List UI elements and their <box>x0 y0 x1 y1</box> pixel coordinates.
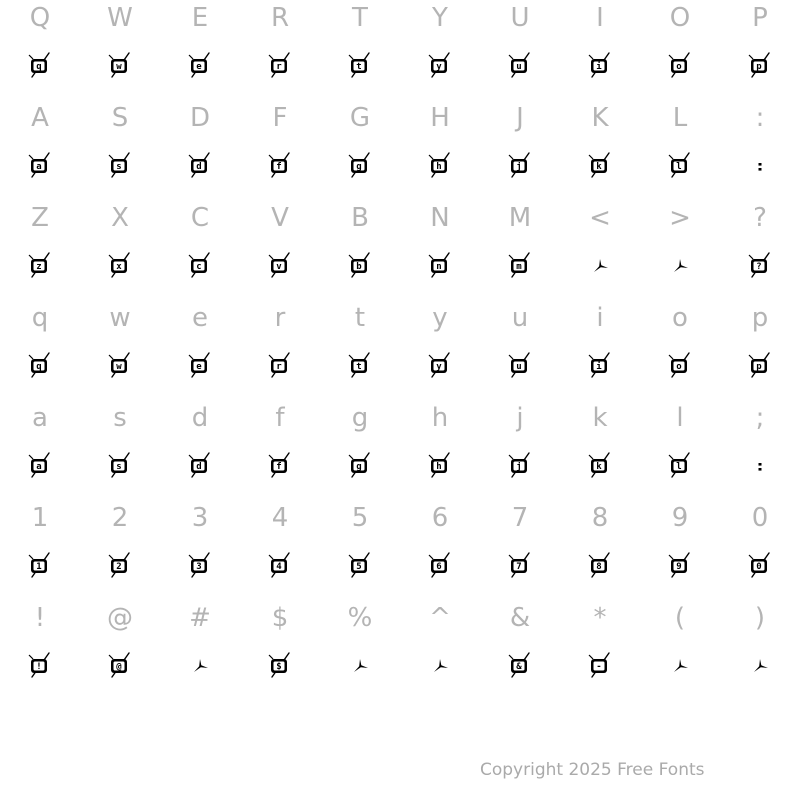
character-label: % <box>347 603 373 633</box>
glyph-preview <box>20 344 60 384</box>
character-label: y <box>432 303 448 333</box>
svg-text:d: d <box>196 462 202 473</box>
glyph-row <box>0 0 800 100</box>
character-label: e <box>192 303 208 333</box>
svg-text:q: q <box>36 62 42 73</box>
glyph-preview <box>100 344 140 384</box>
svg-text:s: s <box>116 162 122 173</box>
svg-text:v: v <box>276 262 282 273</box>
character-label: T <box>352 3 368 33</box>
character-label: U <box>510 3 530 33</box>
character-label: j <box>516 403 524 433</box>
glyph-preview <box>660 244 700 284</box>
glyph-preview <box>340 244 380 284</box>
character-label: ( <box>674 603 686 633</box>
glyph-preview <box>20 44 60 84</box>
svg-text:u: u <box>516 62 522 73</box>
character-label: ! <box>34 603 46 633</box>
character-label: d <box>191 403 209 433</box>
glyph-preview <box>20 444 60 484</box>
glyph-preview <box>180 644 220 684</box>
glyph-preview <box>100 644 140 684</box>
character-label: > <box>669 203 691 233</box>
svg-text:!: ! <box>36 662 42 673</box>
svg-text:4: 4 <box>276 562 282 573</box>
glyph-preview <box>660 644 700 684</box>
svg-text:f: f <box>276 162 282 173</box>
svg-text:y: y <box>436 62 442 73</box>
glyph-preview <box>180 244 220 284</box>
glyph-preview <box>500 544 540 584</box>
glyph-row <box>0 500 800 600</box>
glyph-preview <box>580 444 620 484</box>
glyph-preview <box>580 344 620 384</box>
svg-text:-: - <box>596 662 602 673</box>
svg-text:t: t <box>356 62 362 73</box>
glyph-preview <box>500 244 540 284</box>
svg-text:6: 6 <box>436 562 442 573</box>
character-label: & <box>509 603 531 633</box>
glyph-preview <box>420 244 460 284</box>
glyph-preview <box>660 544 700 584</box>
svg-text:7: 7 <box>516 562 522 573</box>
svg-text:n: n <box>436 262 442 273</box>
svg-text:1: 1 <box>36 562 42 573</box>
character-label: 7 <box>511 503 529 533</box>
character-label: S <box>111 103 129 133</box>
svg-text:y: y <box>436 362 442 373</box>
glyph-preview <box>260 244 300 284</box>
glyph-preview <box>580 44 620 84</box>
glyph-preview <box>660 144 700 184</box>
svg-text:o: o <box>676 62 682 73</box>
character-label: 8 <box>591 503 609 533</box>
glyph-preview <box>20 644 60 684</box>
glyph-preview <box>260 444 300 484</box>
character-label: a <box>32 403 48 433</box>
glyph-preview <box>500 344 540 384</box>
character-label: p <box>751 303 769 333</box>
glyph-preview <box>660 444 700 484</box>
glyph-preview <box>500 444 540 484</box>
glyph-preview <box>420 644 460 684</box>
character-label: 6 <box>431 503 449 533</box>
glyph-preview <box>580 244 620 284</box>
glyph-row <box>0 400 800 500</box>
character-label: B <box>351 203 369 233</box>
glyph-preview <box>420 444 460 484</box>
character-label: r <box>274 303 286 333</box>
character-label: Y <box>432 3 448 33</box>
svg-text:m: m <box>516 262 522 273</box>
svg-text:j: j <box>516 462 522 473</box>
character-label: P <box>752 3 768 33</box>
svg-text:s: s <box>116 462 122 473</box>
glyph-preview <box>260 644 300 684</box>
character-label: : <box>755 103 765 133</box>
character-label: 0 <box>751 503 769 533</box>
svg-text:p: p <box>756 362 762 373</box>
svg-text:q: q <box>36 362 42 373</box>
svg-text:b: b <box>356 262 362 273</box>
glyph-preview <box>20 244 60 284</box>
character-label: ? <box>753 203 767 233</box>
svg-text:h: h <box>436 462 442 473</box>
svg-text:e: e <box>196 62 202 73</box>
character-label: Q <box>29 3 51 33</box>
character-label: J <box>516 103 524 133</box>
glyph-preview <box>100 244 140 284</box>
glyph-preview <box>420 144 460 184</box>
svg-text:w: w <box>116 362 122 373</box>
glyph-row <box>0 100 800 200</box>
character-label: u <box>511 303 529 333</box>
glyph-preview <box>340 644 380 684</box>
character-label: l <box>676 403 684 433</box>
glyph-preview <box>180 344 220 384</box>
svg-text:e: e <box>196 362 202 373</box>
svg-text:j: j <box>516 162 522 173</box>
character-label: s <box>113 403 127 433</box>
character-label: ) <box>754 603 766 633</box>
character-label: I <box>596 3 604 33</box>
character-label: C <box>190 203 210 233</box>
glyph-preview <box>20 544 60 584</box>
svg-text:r: r <box>276 362 282 373</box>
svg-text:g: g <box>356 162 362 173</box>
svg-text:i: i <box>596 62 602 73</box>
svg-text:o: o <box>676 362 682 373</box>
character-label: X <box>111 203 129 233</box>
glyph-preview <box>740 44 780 84</box>
glyph-preview <box>340 44 380 84</box>
character-label: f <box>275 403 285 433</box>
character-label: < <box>589 203 611 233</box>
glyph-preview <box>260 544 300 584</box>
glyph-preview <box>100 44 140 84</box>
character-label: M <box>508 203 532 233</box>
svg-text:g: g <box>356 462 362 473</box>
character-label: O <box>669 3 691 33</box>
glyph-preview <box>340 344 380 384</box>
character-label: E <box>191 3 209 33</box>
svg-text:w: w <box>116 62 122 73</box>
svg-text:k: k <box>596 462 602 473</box>
character-label: W <box>107 3 133 33</box>
svg-text:c: c <box>196 262 202 273</box>
character-label: t <box>354 303 366 333</box>
svg-text:z: z <box>36 262 42 273</box>
glyph-preview <box>500 44 540 84</box>
glyph-preview <box>340 444 380 484</box>
character-label: k <box>592 403 608 433</box>
glyph-preview <box>580 644 620 684</box>
glyph-row <box>0 300 800 400</box>
glyph-row <box>0 600 800 700</box>
svg-text:x: x <box>116 262 122 273</box>
glyph-preview <box>100 444 140 484</box>
svg-text:3: 3 <box>196 562 202 573</box>
character-label: 1 <box>31 503 49 533</box>
glyph-preview <box>180 544 220 584</box>
glyph-preview <box>180 44 220 84</box>
svg-text:l: l <box>676 162 682 173</box>
glyph-preview <box>500 144 540 184</box>
character-label: L <box>672 103 688 133</box>
glyph-preview <box>660 344 700 384</box>
svg-text:h: h <box>436 162 442 173</box>
glyph-preview <box>740 144 780 184</box>
svg-text:@: @ <box>116 662 122 673</box>
glyph-preview <box>260 44 300 84</box>
character-label: N <box>430 203 450 233</box>
character-label: Z <box>31 203 49 233</box>
svg-text:f: f <box>276 462 282 473</box>
character-label: 9 <box>671 503 689 533</box>
glyph-preview <box>500 644 540 684</box>
character-label: * <box>593 603 607 633</box>
glyph-preview <box>180 444 220 484</box>
svg-text:$: $ <box>276 662 282 673</box>
glyph-preview <box>420 544 460 584</box>
character-label: R <box>270 3 290 33</box>
glyph-preview <box>580 544 620 584</box>
character-label: ; <box>755 403 765 433</box>
character-label: 3 <box>191 503 209 533</box>
svg-text:?: ? <box>756 262 762 273</box>
svg-text:a: a <box>36 162 42 173</box>
svg-text:9: 9 <box>676 562 682 573</box>
character-label: # <box>189 603 211 633</box>
glyph-preview <box>420 344 460 384</box>
glyph-preview <box>100 144 140 184</box>
glyph-preview <box>340 544 380 584</box>
character-label: 2 <box>111 503 129 533</box>
svg-text:5: 5 <box>356 562 362 573</box>
svg-text:0: 0 <box>756 562 762 573</box>
glyph-preview <box>740 344 780 384</box>
character-label: F <box>272 103 288 133</box>
character-label: @ <box>107 603 133 633</box>
character-label: 4 <box>271 503 289 533</box>
character-label: G <box>349 103 371 133</box>
svg-text:l: l <box>676 462 682 473</box>
glyph-preview <box>340 144 380 184</box>
character-label: D <box>189 103 211 133</box>
svg-text:2: 2 <box>116 562 122 573</box>
svg-text:k: k <box>596 162 602 173</box>
glyph-preview <box>740 544 780 584</box>
glyph-preview <box>260 144 300 184</box>
svg-text:u: u <box>516 362 522 373</box>
character-label: V <box>271 203 289 233</box>
character-label: i <box>596 303 604 333</box>
character-label: $ <box>271 603 289 633</box>
svg-text:p: p <box>756 62 762 73</box>
character-label: A <box>31 103 49 133</box>
glyph-preview <box>740 244 780 284</box>
glyph-preview <box>20 144 60 184</box>
glyph-preview <box>100 544 140 584</box>
svg-text:t: t <box>356 362 362 373</box>
glyph-preview <box>420 44 460 84</box>
svg-text:a: a <box>36 462 42 473</box>
glyph-preview <box>580 144 620 184</box>
glyph-preview <box>180 144 220 184</box>
character-label: H <box>430 103 450 133</box>
svg-text:8: 8 <box>596 562 602 573</box>
svg-text:i: i <box>596 362 602 373</box>
copyright-footer: Copyright 2025 Free Fonts <box>480 760 705 780</box>
svg-text:d: d <box>196 162 202 173</box>
character-label: K <box>591 103 609 133</box>
svg-text:&: & <box>516 662 522 673</box>
glyph-preview <box>660 44 700 84</box>
character-label: o <box>672 303 688 333</box>
glyph-preview <box>740 444 780 484</box>
glyph-preview <box>260 344 300 384</box>
character-label: 5 <box>351 503 369 533</box>
character-label: w <box>109 303 131 333</box>
character-label: ^ <box>429 603 451 633</box>
character-label: g <box>351 403 369 433</box>
glyph-preview <box>740 644 780 684</box>
glyph-row <box>0 200 800 300</box>
character-label: q <box>31 303 49 333</box>
character-label: h <box>431 403 449 433</box>
svg-text:r: r <box>276 62 282 73</box>
